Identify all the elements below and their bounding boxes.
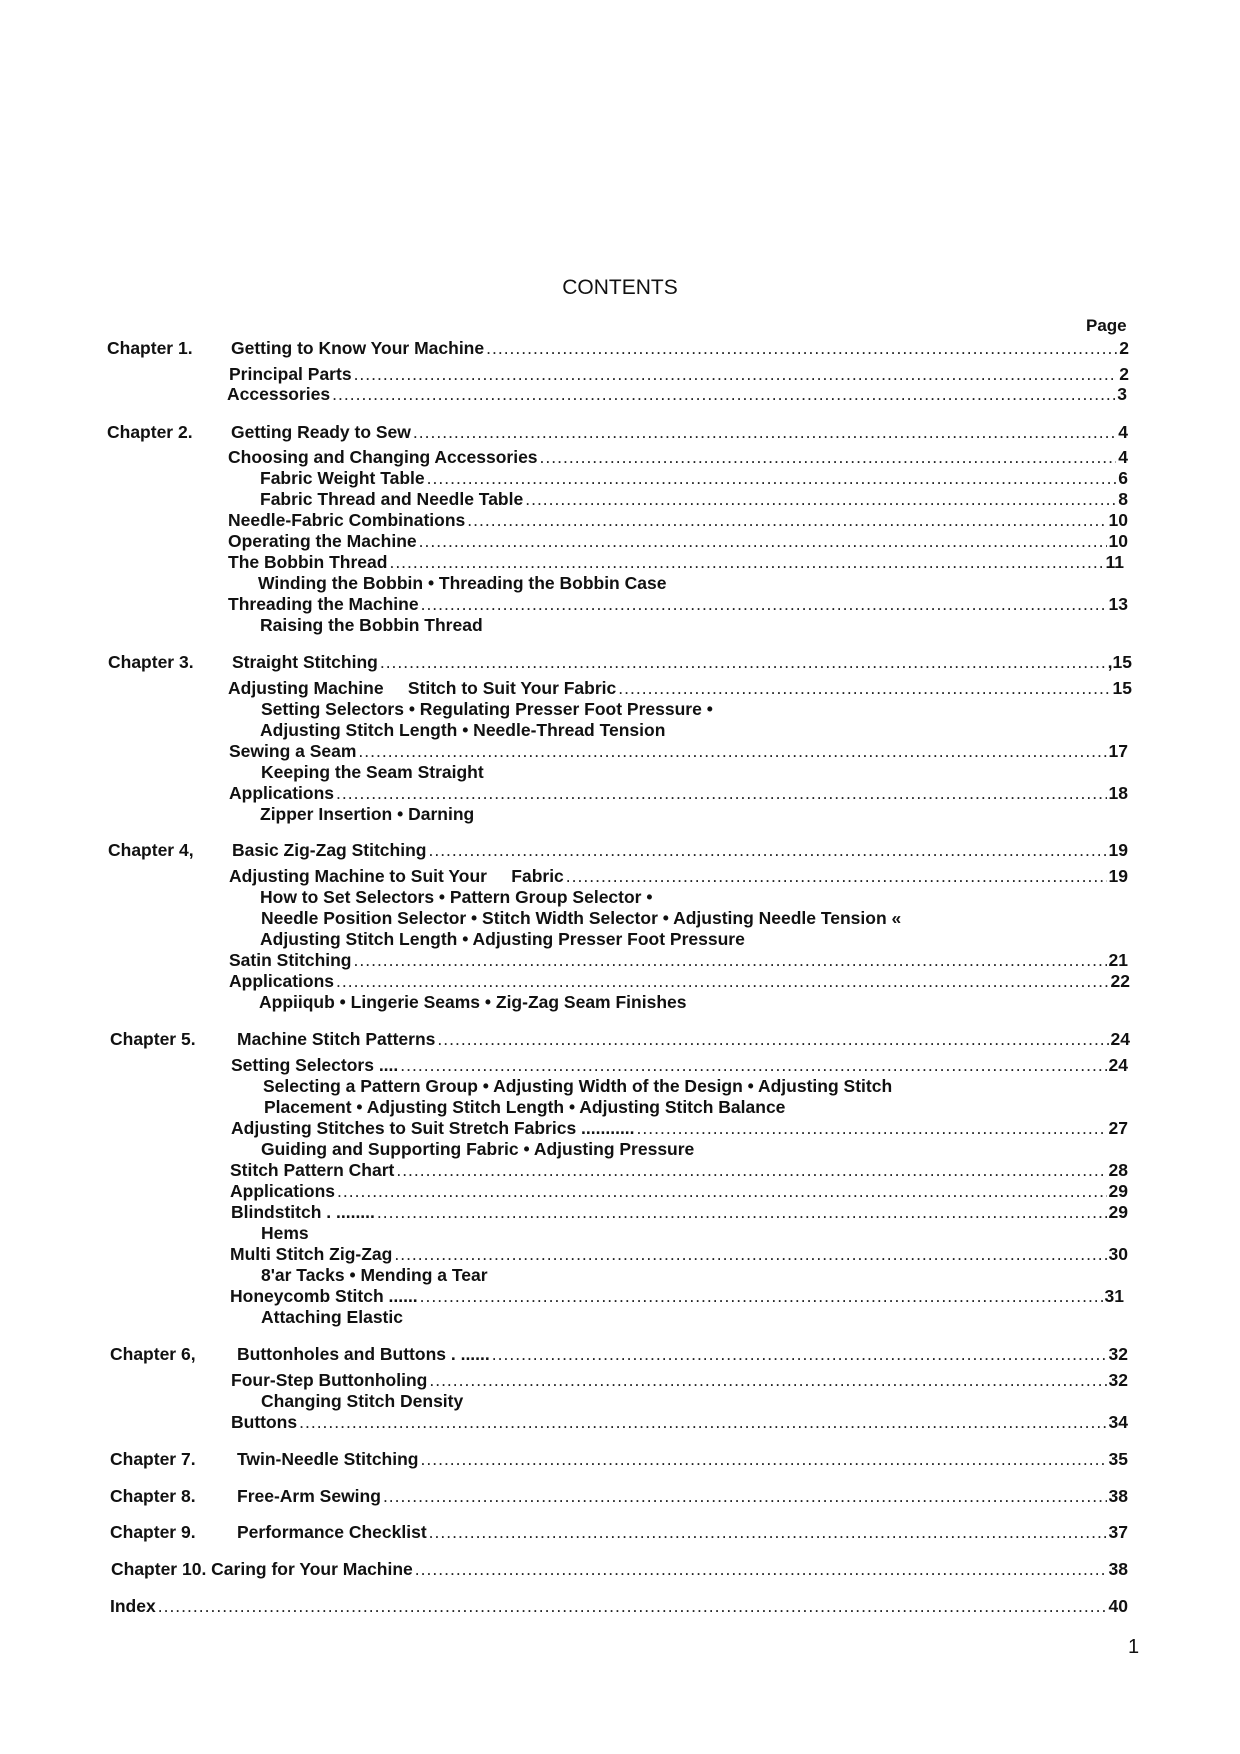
toc-page-number: 35: [1108, 1449, 1128, 1469]
toc-chapter-row[interactable]: [237, 1449, 1128, 1471]
dot-leader: [429, 1370, 1106, 1391]
toc-chapter-row[interactable]: [237, 1344, 1128, 1366]
dot-leader: [421, 594, 1107, 615]
dot-leader: [420, 1286, 1103, 1307]
toc-title: Applications: [229, 783, 335, 803]
toc-entry-row[interactable]: [229, 364, 1129, 386]
toc-title: Adjusting Machine to Suit Your Fabric: [229, 866, 564, 886]
toc-page-number: 40: [1108, 1596, 1128, 1616]
chapter-label: Chapter 4,: [108, 840, 194, 860]
toc-page-number: 10: [1108, 531, 1128, 551]
dot-leader: [383, 1486, 1107, 1507]
toc-title: Twin-Needle Stitching: [237, 1449, 419, 1469]
toc-page-number: 32: [1108, 1344, 1128, 1364]
toc-page-number: 2: [1119, 364, 1129, 384]
toc-page-number: 27: [1108, 1118, 1128, 1138]
toc-page-number: 13: [1108, 594, 1128, 614]
toc-entry-row[interactable]: [231, 1202, 1128, 1224]
toc-entry-row[interactable]: [229, 971, 1130, 993]
toc-page-number: 19: [1108, 840, 1128, 860]
chapter-label: Chapter 6,: [110, 1344, 196, 1364]
dot-leader: [467, 510, 1106, 531]
toc-page-number: 4: [1118, 422, 1128, 442]
toc-page-number: 31: [1104, 1286, 1124, 1306]
toc-title: Choosing and Changing Accessories: [228, 447, 538, 467]
toc-entry-row[interactable]: [228, 531, 1128, 553]
toc-chapter-row[interactable]: [237, 1486, 1128, 1508]
dot-leader: [415, 1559, 1107, 1580]
toc-page-number: 24: [1110, 1029, 1130, 1049]
toc-title: Free-Arm Sewing: [237, 1486, 381, 1506]
chapter-label: Chapter 2.: [107, 422, 193, 442]
toc-page-number: ,15: [1107, 652, 1132, 672]
toc-entry-row[interactable]: [260, 489, 1128, 511]
toc-title: Adjusting Machine Stitch to Suit Your Fabric: [228, 678, 617, 698]
toc-subtopics: Guiding and Supporting Fabric • Adjusting Pressure: [261, 1139, 695, 1159]
dot-leader: [396, 1160, 1106, 1181]
toc-subtopics: Adjusting Stitch Length • Adjusting Presser Foot Pressure: [260, 929, 745, 949]
toc-entry-row[interactable]: [229, 783, 1128, 805]
toc-title: Four-Step Buttonholing: [231, 1370, 428, 1390]
toc-subtopics: Winding the Bobbin • Threading the Bobbin Case: [258, 573, 667, 593]
toc-subtopics: Changing Stitch Density: [261, 1391, 464, 1411]
dot-leader: [429, 1522, 1107, 1543]
dot-leader: [486, 338, 1117, 359]
toc-subtopics: Selecting a Pattern Group • Adjusting Width of the Design • Adjusting Stitch: [263, 1076, 893, 1096]
toc-title: Getting Ready to Sew: [231, 422, 411, 442]
dot-leader: [525, 489, 1116, 510]
toc-page-number: 11: [1105, 552, 1124, 572]
toc-entry-row[interactable]: [260, 468, 1128, 490]
toc-page-number: 28: [1108, 1160, 1128, 1180]
toc-index-row[interactable]: [110, 1596, 1128, 1618]
toc-title: Threading the Machine: [228, 594, 419, 614]
toc-page-number: 22: [1110, 971, 1130, 991]
toc-title: Honeycomb Stitch ......: [230, 1286, 418, 1306]
dot-leader: [158, 1596, 1107, 1617]
dot-leader: [419, 531, 1107, 552]
toc-subtopics: Placement • Adjusting Stitch Length • Adjusting Stitch Balance: [264, 1097, 786, 1117]
toc-entry-row[interactable]: [230, 1244, 1128, 1266]
dot-leader: [354, 364, 1118, 385]
toc-title: Index: [110, 1596, 156, 1616]
toc-title: Straight Stitching: [232, 652, 378, 672]
toc-subtopics: Hems: [261, 1223, 309, 1243]
toc-title: Basic Zig-Zag Stitching: [232, 840, 427, 860]
dot-leader: [336, 971, 1109, 992]
toc-title: Applications: [229, 971, 335, 991]
toc-chapter-row[interactable]: [237, 1522, 1128, 1544]
toc-subtopics: Zipper Insertion • Darning: [260, 804, 475, 824]
toc-entry-row[interactable]: [230, 1160, 1128, 1182]
toc-entry-row[interactable]: [228, 552, 1124, 574]
toc-subtopics: Attaching Elastic: [261, 1307, 403, 1327]
toc-page-number: 3: [1117, 384, 1127, 404]
dot-leader: [421, 1449, 1107, 1470]
toc-title: Buttons: [231, 1412, 298, 1432]
dot-leader: [437, 1029, 1108, 1050]
toc-subtopics: 8'ar Tacks • Mending a Tear: [261, 1265, 488, 1285]
dot-leader: [380, 652, 1106, 673]
toc-page-number: 29: [1108, 1181, 1128, 1201]
toc-entry-row[interactable]: [228, 678, 1132, 700]
toc-title: Principal Parts: [229, 364, 352, 384]
dot-leader: [413, 422, 1116, 443]
toc-page-number: 37: [1108, 1522, 1128, 1542]
chapter-label: Chapter 3.: [108, 652, 194, 672]
toc-page-number: 29: [1108, 1202, 1128, 1222]
toc-title: Fabric Thread and Needle Table: [260, 489, 524, 509]
toc-title: Chapter 10. Caring for Your Machine: [111, 1559, 413, 1579]
toc-subtopics: Needle Position Selector • Stitch Width Selector • Adjusting Needle Tension «: [261, 908, 902, 928]
toc-entry-row[interactable]: [230, 1286, 1124, 1308]
page-title: CONTENTS: [562, 276, 678, 299]
toc-chapter-row[interactable]: [232, 652, 1132, 674]
toc-entry-row[interactable]: [231, 1055, 1128, 1077]
page-column-label: Page: [1086, 316, 1127, 335]
toc-page-number: 18: [1108, 783, 1128, 803]
dot-leader: [358, 741, 1106, 762]
toc-entry-row[interactable]: [229, 866, 1128, 888]
chapter-label: Chapter 1.: [107, 338, 193, 358]
toc-title: Buttonholes and Buttons . ......: [237, 1344, 490, 1364]
toc-title: Stitch Pattern Chart: [230, 1160, 395, 1180]
toc-chapter-row[interactable]: [111, 1559, 1128, 1581]
toc-chapter-row[interactable]: [231, 422, 1128, 444]
toc-entry-row[interactable]: [228, 594, 1128, 616]
toc-title: Getting to Know Your Machine: [231, 338, 485, 358]
toc-entry-row[interactable]: [229, 741, 1128, 763]
toc-subtopics: How to Set Selectors • Pattern Group Selector •: [260, 887, 653, 907]
toc-subtopics: Raising the Bobbin Thread: [260, 615, 483, 635]
chapter-label: Chapter 9.: [110, 1522, 196, 1542]
toc-page-number: 21: [1108, 950, 1128, 970]
dot-leader: [618, 678, 1110, 699]
toc-page-number: 19: [1108, 866, 1128, 886]
toc-title: Needle-Fabric Combinations: [228, 510, 466, 530]
toc-page-number: 34: [1108, 1412, 1128, 1432]
toc-title: Adjusting Stitches to Suit Stretch Fabrics ...........: [231, 1118, 635, 1138]
toc-title: Sewing a Seam: [229, 741, 357, 761]
toc-page-number: 4: [1118, 447, 1128, 467]
dot-leader: [337, 1181, 1107, 1202]
toc-entry-row[interactable]: [228, 447, 1128, 469]
toc-page-number: 2: [1119, 338, 1129, 358]
toc-title: Satin Stitching: [229, 950, 352, 970]
dot-leader: [637, 1118, 1107, 1139]
toc-entry-row[interactable]: [231, 1412, 1128, 1434]
toc-page-number: 10: [1108, 510, 1128, 530]
toc-entry-row[interactable]: [231, 1370, 1128, 1392]
toc-title: Fabric Weight Table: [260, 468, 425, 488]
dot-leader: [299, 1412, 1106, 1433]
dot-leader: [389, 552, 1103, 573]
toc-title: The Bobbin Thread: [228, 552, 388, 572]
toc-subtopics: Appiiqub • Lingerie Seams • Zig-Zag Seam Finishes: [259, 992, 687, 1012]
toc-page-number: 30: [1108, 1244, 1128, 1264]
dot-leader: [400, 1055, 1106, 1076]
toc-subtopics: Keeping the Seam Straight: [261, 762, 484, 782]
dot-leader: [336, 783, 1107, 804]
toc-page-number: 38: [1108, 1559, 1128, 1579]
dot-leader: [540, 447, 1117, 468]
dot-leader: [377, 1202, 1107, 1223]
toc-entry-row[interactable]: [228, 510, 1128, 532]
toc-entry-row[interactable]: [231, 1118, 1128, 1140]
toc-chapter-row[interactable]: [232, 840, 1128, 862]
toc-page-number: 6: [1118, 468, 1128, 488]
toc-title: Applications: [230, 1181, 336, 1201]
toc-page-number: 8: [1118, 489, 1128, 509]
dot-leader: [566, 866, 1107, 887]
dot-leader: [492, 1344, 1107, 1365]
toc-page-number: 32: [1108, 1370, 1128, 1390]
dot-leader: [427, 468, 1117, 489]
dot-leader: [428, 840, 1106, 861]
chapter-label: Chapter 5.: [110, 1029, 196, 1049]
toc-title: Multi Stitch Zig-Zag: [230, 1244, 393, 1264]
toc-title: Setting Selectors ....: [231, 1055, 399, 1075]
chapter-label: Chapter 7.: [110, 1449, 196, 1469]
page-number: 1: [1128, 1636, 1140, 1658]
toc-subtopics: Adjusting Stitch Length • Needle-Thread Tension: [260, 720, 666, 740]
toc-entry-row[interactable]: [230, 1181, 1128, 1203]
chapter-label: Chapter 8.: [110, 1486, 196, 1506]
toc-chapter-row[interactable]: [231, 338, 1129, 360]
toc-title: Blindstitch . ........: [231, 1202, 375, 1222]
toc-title: Machine Stitch Patterns: [237, 1029, 436, 1049]
dot-leader: [332, 384, 1115, 405]
toc-page-number: 15: [1112, 678, 1132, 698]
toc-entry-row[interactable]: [229, 950, 1128, 972]
dot-leader: [394, 1244, 1106, 1265]
toc-subtopics: Setting Selectors • Regulating Presser Foot Pressure •: [261, 699, 713, 719]
toc-page-number: 38: [1108, 1486, 1128, 1506]
toc-page-number: 24: [1108, 1055, 1128, 1075]
toc-entry-row[interactable]: [227, 384, 1127, 406]
dot-leader: [354, 950, 1107, 971]
toc-title: Operating the Machine: [228, 531, 417, 551]
toc-page-number: 17: [1108, 741, 1128, 761]
toc-title: Performance Checklist: [237, 1522, 427, 1542]
toc-chapter-row[interactable]: [237, 1029, 1130, 1051]
toc-title: Accessories: [227, 384, 331, 404]
